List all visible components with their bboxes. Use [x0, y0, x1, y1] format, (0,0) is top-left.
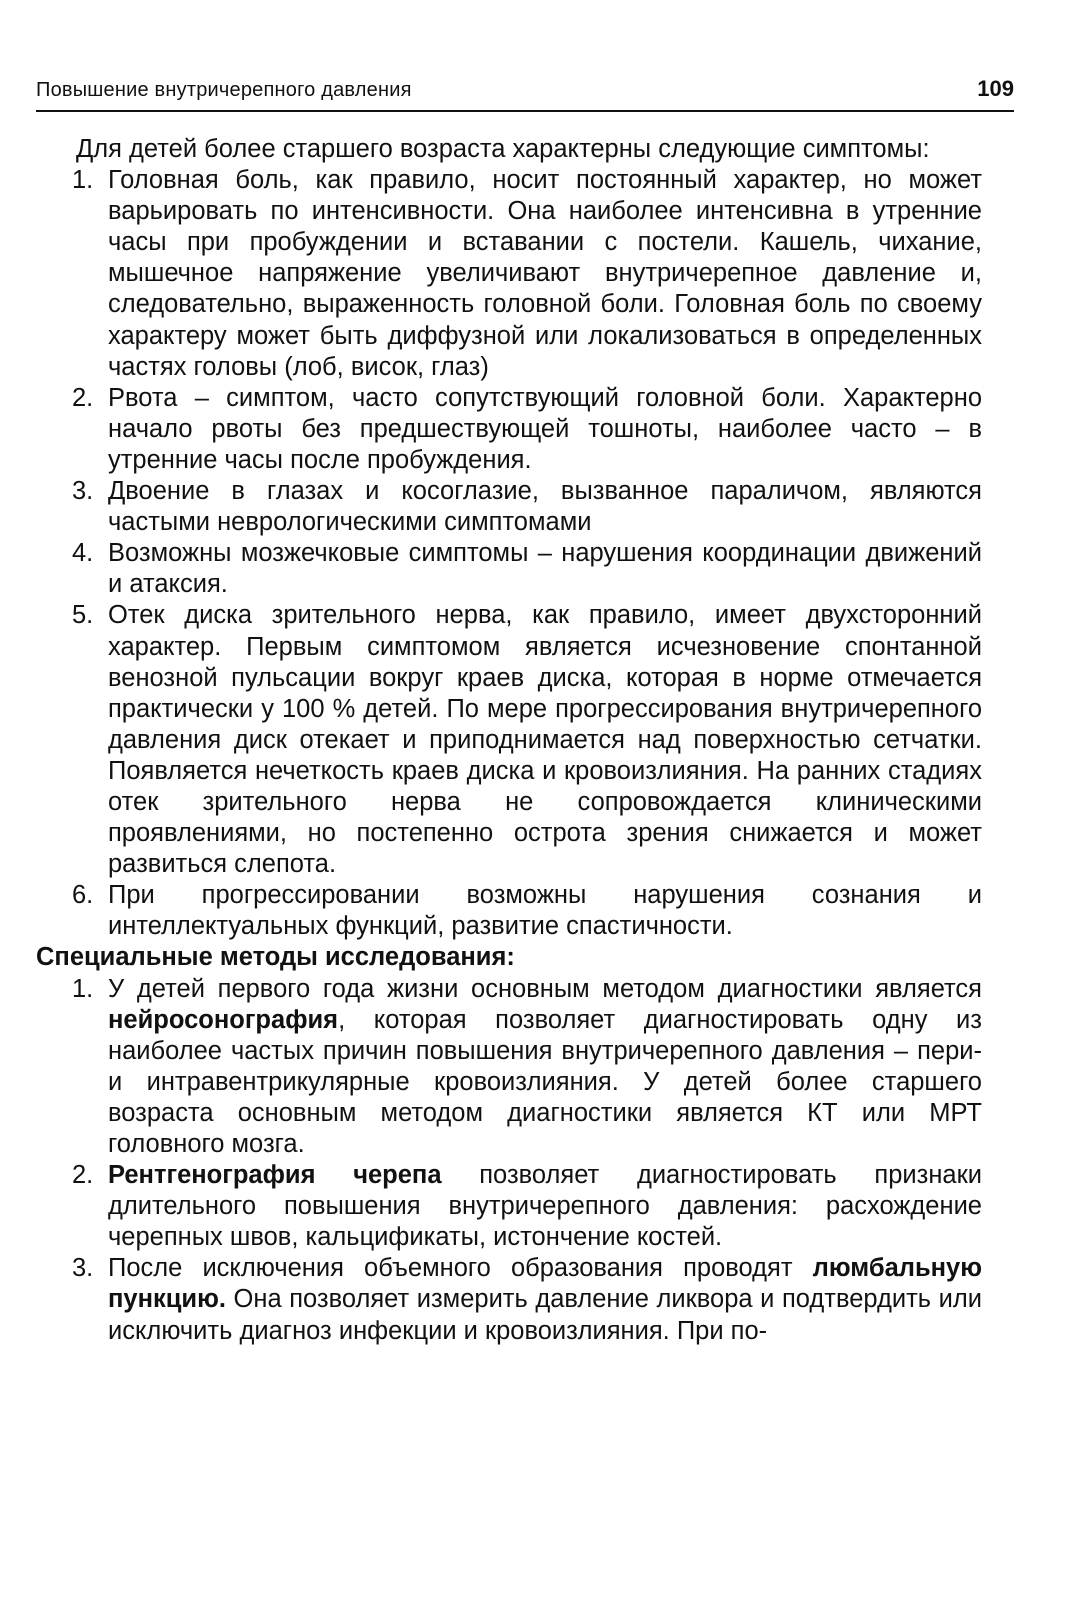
list-number: 2. — [72, 383, 94, 412]
symptom-text: Возможны мозжечковые симптомы – нарушения координации движений и атаксия. — [108, 539, 982, 599]
method-term: Рентгенография черепа — [108, 1161, 442, 1190]
running-title: Повышение внутричерепного давления — [36, 79, 412, 101]
methods-list — [36, 974, 982, 1347]
symptom-text: Двоение в глазах и косоглазие, вызванное параличом, являются частыми неврологическими симптомами — [108, 477, 982, 537]
list-number: 3. — [72, 1254, 94, 1283]
symptom-text: Отек диска зрительного нерва, как правило, имеет двухсторонний характер. Первым симптомом является исчезновение спонтанной венозной пульсации вокруг краев диска, которая в норме отмечается практически у 100 % детей. По мере прогрессирования внутричерепного давления диск отекает и приподнимается над поверхностью сетчатки. Появляется нечеткость краев диска и кровоизлияния. На ранних стадиях отек зрительного нерва не сопровождается клиническими проявлениями, но постепенно острота зрения снижается и может развиться слепота. — [108, 601, 982, 879]
symptom-text: При прогрессировании возможны нарушения сознания и интеллектуальных функций, развитие спастичности. — [108, 881, 982, 941]
method-text-before: У детей первого года жизни основным методом диагностики является — [108, 974, 982, 1003]
intro-paragraph: Для детей более старшего возраста характерны следующие симптомы: — [76, 135, 930, 163]
method-item — [36, 1253, 982, 1346]
method-text-after: позволяет диагностировать признаки длительного повышения внутричерепного давления: расхождение черепных швов, кальцификаты, истончение костей. — [108, 1161, 982, 1252]
symptom-item — [36, 600, 982, 880]
symptom-item — [36, 476, 982, 538]
list-number: 1. — [72, 166, 94, 195]
symptoms-list — [36, 165, 982, 942]
header-rule — [36, 110, 1014, 112]
list-number: 4. — [72, 539, 94, 568]
method-text-after: Она позволяет измерить давление ликвора и подтвердить или исключить диагноз инфекции и кровоизлияния. При по- — [108, 1285, 982, 1345]
symptom-item — [36, 880, 982, 942]
method-text-before: После исключения объемного образования проводят — [108, 1254, 813, 1283]
symptom-text: Головная боль, как правило, носит постоянный характер, но может варьировать по интенсивности. Она наиболее интенсивна в утренние часы при пробуждении и вставании с постели. Кашель, чихание, мышечное напряжение увеличивают внутричерепное давление и, следовательно, выраженность головной боли. Головная боль по своему характеру может быть диффузной или локализоваться в определенных частях головы (лоб, висок, глаз) — [108, 166, 982, 381]
symptom-item — [36, 538, 982, 600]
method-text-after: , которая позволяет диагностировать одну из наиболее частых причин повышения внутричерепного давления – пери- и интравентрикулярные кровоизлияния. У детей более старшего возраста основным методом диагностики является КТ или МРТ головного мозга. — [108, 1005, 982, 1158]
page-body — [36, 134, 982, 1347]
list-number: 6. — [72, 881, 94, 910]
symptom-item — [36, 383, 982, 476]
page-number: 109 — [977, 76, 1014, 101]
list-number: 3. — [72, 477, 94, 506]
list-number: 5. — [72, 601, 94, 630]
section-heading: Специальные методы исследования: — [36, 943, 515, 972]
symptom-item — [36, 165, 982, 383]
list-number: 1. — [72, 974, 94, 1003]
method-item — [36, 974, 982, 1161]
page-header — [36, 64, 1014, 112]
symptom-text: Рвота – симптом, часто сопутствующий головной боли. Характерно начало рвоты без предшествующей тошноты, наиболее часто – в утренние часы после пробуждения. — [108, 383, 982, 474]
list-number: 2. — [72, 1161, 94, 1190]
method-item — [36, 1160, 982, 1253]
method-term: нейросонография — [108, 1005, 339, 1034]
method-term: люмбальную пункцию. — [108, 1254, 982, 1314]
